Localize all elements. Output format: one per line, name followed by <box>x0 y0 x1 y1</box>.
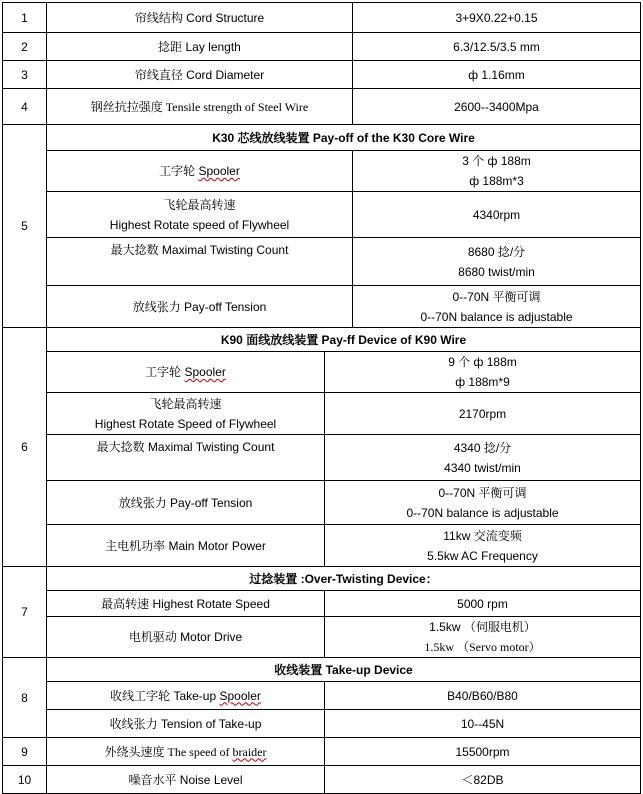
spec-label <box>47 151 353 192</box>
spec-label: 帘线结构 Cord Structure <box>47 3 353 33</box>
spec-value: 2600--3400Mpa <box>353 89 641 125</box>
row-number: 10 <box>3 766 47 794</box>
table-row <box>3 192 641 238</box>
table-row <box>3 3 641 33</box>
table-row <box>3 682 641 710</box>
table-row <box>3 591 641 617</box>
table-row <box>3 710 641 738</box>
section-title: K90 面线放线装置 Pay-ff Device of K90 Wire <box>47 328 641 352</box>
row-number: 4 <box>3 89 47 125</box>
spec-value: 3 个 ф 188m ф 188m*3 <box>353 151 641 192</box>
spec-value: 5000 rpm <box>325 591 641 617</box>
section-title: 收线装置 Take-up Device <box>47 658 641 682</box>
section-header-row <box>3 328 641 352</box>
row-number: 6 <box>3 328 47 567</box>
spec-value: 3+9X0.22+0.15 <box>353 3 641 33</box>
section-header-row <box>3 658 641 682</box>
spec-label: 最大捻数 Maximal Twisting Count <box>47 435 325 481</box>
table-row <box>3 33 641 61</box>
spec-label: 捻距 Lay length <box>47 33 353 61</box>
spec-value: 15500rpm <box>325 738 641 766</box>
label-en: Spooler <box>198 164 240 178</box>
section-title: K30 芯线放线装置 Pay-off of the K30 Core Wire <box>47 125 641 151</box>
section-title: 过捻装置 :Over-Twisting Device： <box>47 567 641 591</box>
spec-value: 8680 捻/分 8680 twist/min <box>353 238 641 286</box>
spec-label: 最高转速 Highest Rotate Speed <box>47 591 325 617</box>
spec-value: 9 个 ф 188m ф 188m*9 <box>325 352 641 393</box>
spec-label: 帘线直径 Cord Diameter <box>47 61 353 89</box>
spec-value: ф 1.16mm <box>353 61 641 89</box>
spec-label: 主电机功率 Main Motor Power <box>47 525 325 567</box>
row-number: 1 <box>3 3 47 33</box>
spec-value: B40/B60/B80 <box>325 682 641 710</box>
spec-label: 电机驱动 Motor Drive <box>47 617 325 658</box>
row-number: 2 <box>3 33 47 61</box>
spec-label: 飞轮最高转速 Highest Rotate speed of Flywheel <box>47 192 353 238</box>
table-row <box>3 525 641 567</box>
table-row <box>3 435 641 481</box>
spec-value: 0--70N 平衡可调 0--70N balance is adjustable <box>353 286 641 328</box>
spec-value: 10--45N <box>325 710 641 738</box>
section-header-row <box>3 567 641 591</box>
spec-label: 放线张力 Pay-off Tension <box>47 286 353 328</box>
spec-label: 收线张力 Tension of Take-up <box>47 710 325 738</box>
table-row <box>3 286 641 328</box>
spec-label: 工字轮 Spooler <box>47 352 325 393</box>
table-row <box>3 766 641 794</box>
label-cn: 工字轮 <box>159 164 196 178</box>
spec-value: 1.5kw （伺服电机） 1.5kw （Servo motor） <box>325 617 641 658</box>
table-row <box>3 89 641 125</box>
spec-label: 钢丝抗拉强度 Tensile strength of Steel Wire <box>47 89 353 125</box>
spec-value: ＜82DB <box>325 766 641 794</box>
table-row <box>3 738 641 766</box>
row-number: 7 <box>3 567 47 658</box>
spec-label: 放线张力 Pay-off Tension <box>47 481 325 525</box>
row-number: 3 <box>3 61 47 89</box>
spec-value: 0--70N 平衡可调 0--70N balance is adjustable <box>325 481 641 525</box>
spec-label: 飞轮最高转速 Highest Rotate Speed of Flywheel <box>47 393 325 435</box>
row-number: 8 <box>3 658 47 738</box>
spec-value: 4340rpm <box>353 192 641 238</box>
spec-label: 最大捻数 Maximal Twisting Count <box>47 238 353 286</box>
row-number: 5 <box>3 125 47 328</box>
table-row <box>3 61 641 89</box>
table-row <box>3 481 641 525</box>
spec-value: 4340 捻/分 4340 twist/min <box>325 435 641 481</box>
spec-table <box>2 2 641 794</box>
spec-value: 6.3/12.5/3.5 mm <box>353 33 641 61</box>
row-number: 9 <box>3 738 47 766</box>
section-header-row <box>3 125 641 151</box>
table-row <box>3 238 641 286</box>
table-row <box>3 617 641 658</box>
spec-label: 外绕头速度 The speed of braider <box>47 738 325 766</box>
spec-value: 2170rpm <box>325 393 641 435</box>
table-row <box>3 151 641 192</box>
spec-value: 11kw 交流变频 5.5kw AC Frequency <box>325 525 641 567</box>
spec-label: 收线工字轮 Take-up Spooler <box>47 682 325 710</box>
spec-label: 噪音水平 Noise Level <box>47 766 325 794</box>
table-row <box>3 352 641 393</box>
table-row <box>3 393 641 435</box>
